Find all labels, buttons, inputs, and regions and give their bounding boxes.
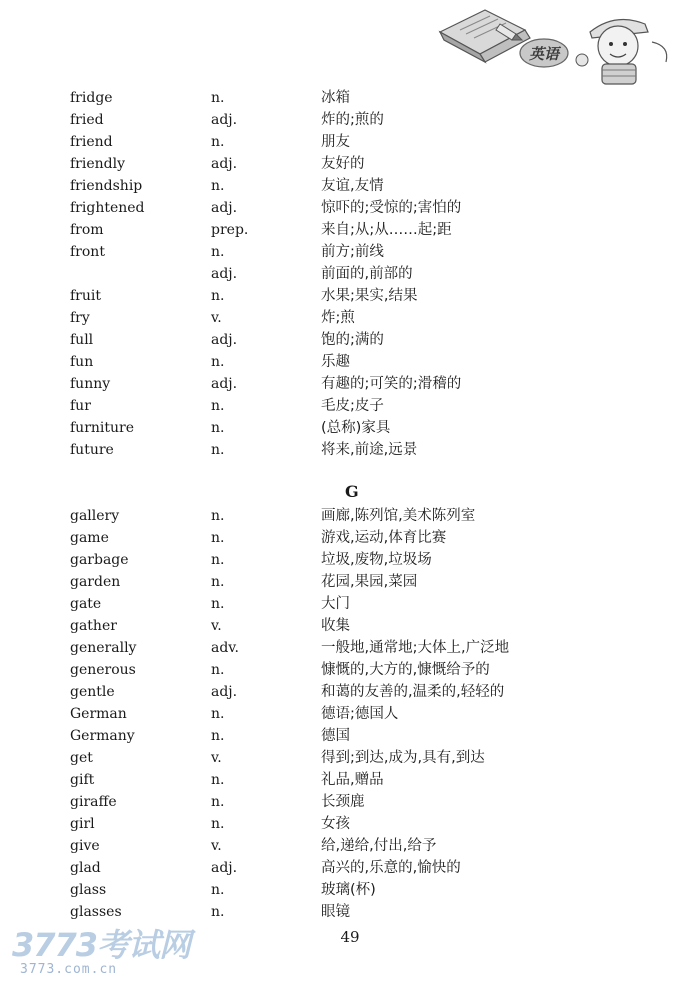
entry-word: fur (70, 398, 91, 414)
entry-meaning: 和蔼的友善的,温柔的,轻轻的 (321, 684, 505, 700)
entry-pos: v. (211, 838, 222, 854)
vocab-entry (70, 813, 630, 835)
entry-pos: n. (211, 508, 225, 524)
vocab-entry (70, 351, 630, 373)
entry-meaning: 冰箱 (321, 90, 350, 106)
vocab-entry (70, 241, 630, 263)
entry-pos: n. (211, 706, 225, 722)
entry-pos: n. (211, 442, 225, 458)
vocab-entry (70, 659, 630, 681)
entry-word: generally (70, 640, 137, 656)
entry-pos: n. (211, 772, 225, 788)
entry-word: generous (70, 662, 136, 678)
entry-pos: adj. (211, 200, 238, 216)
vocab-entry (70, 791, 630, 813)
entry-pos: n. (211, 244, 225, 260)
entry-word: giraffe (70, 794, 117, 810)
entry-meaning: 炸的;煎的 (321, 112, 384, 128)
vocab-entry (70, 593, 630, 615)
entry-pos: adj. (211, 112, 238, 128)
vocab-entry (70, 131, 630, 153)
entry-word: Germany (70, 728, 135, 744)
entry-meaning: 朋友 (321, 134, 350, 150)
entry-word: gentle (70, 684, 115, 700)
entry-word: glad (70, 860, 101, 876)
vocabulary-list (70, 87, 630, 923)
entry-meaning: 女孩 (321, 816, 350, 832)
entry-meaning: 德国 (321, 728, 350, 744)
entry-meaning: 礼品,赠品 (321, 772, 384, 788)
entry-word: furniture (70, 420, 135, 436)
vocab-entry (70, 373, 630, 395)
vocab-entry (70, 747, 630, 769)
vocab-entry (70, 329, 630, 351)
entry-meaning: 惊吓的;受惊的;害怕的 (321, 200, 462, 216)
entry-pos: adj. (211, 156, 238, 172)
header-illustration (430, 2, 695, 87)
entry-word: game (70, 530, 109, 546)
entry-pos: n. (211, 530, 225, 546)
vocab-entry (70, 835, 630, 857)
vocab-entry (70, 219, 630, 241)
entry-pos: v. (211, 310, 222, 326)
entry-meaning: 水果;果实,结果 (321, 288, 418, 304)
entry-meaning: 友好的 (321, 156, 365, 172)
entry-meaning: 玻璃(杯) (321, 882, 376, 898)
section-letter-heading (70, 461, 630, 505)
vocab-entry (70, 637, 630, 659)
entry-meaning: 慷慨的,大方的,慷慨给予的 (321, 662, 490, 678)
vocab-entry (70, 769, 630, 791)
entry-word: German (70, 706, 127, 722)
entry-word: gate (70, 596, 102, 612)
entry-meaning: 饱的;满的 (321, 332, 384, 348)
entry-pos: n. (211, 90, 225, 106)
vocab-entry (70, 153, 630, 175)
entry-meaning: 大门 (321, 596, 350, 612)
entry-pos: adj. (211, 266, 238, 282)
entry-pos: n. (211, 882, 225, 898)
entry-meaning: 收集 (321, 618, 350, 634)
entry-meaning: 前面的,前部的 (321, 266, 413, 282)
entry-pos: adj. (211, 684, 238, 700)
entry-meaning: 眼镜 (321, 904, 350, 920)
subject-badge (520, 39, 568, 67)
vocab-entry (70, 285, 630, 307)
entry-word: gather (70, 618, 117, 634)
entry-meaning: 有趣的;可笑的;滑稽的 (321, 376, 462, 392)
entry-meaning: 一般地,通常地;大体上,广泛地 (321, 640, 510, 656)
entry-meaning: (总称)家具 (321, 420, 391, 436)
vocab-entry (70, 527, 630, 549)
entry-word: full (70, 332, 94, 348)
vocab-entry (70, 879, 630, 901)
entry-pos: n. (211, 178, 225, 194)
vocab-entry (70, 615, 630, 637)
entry-pos: adj. (211, 332, 238, 348)
entry-pos: n. (211, 596, 225, 612)
svg-text:英语: 英语 (528, 45, 560, 63)
vocab-entry (70, 417, 630, 439)
entry-word: frightened (70, 200, 145, 216)
entry-meaning: 将来,前途,远景 (321, 442, 418, 458)
vocab-entry (70, 549, 630, 571)
entry-word: gallery (70, 508, 120, 524)
entry-word: girl (70, 816, 95, 832)
cartoon-kid-icon (576, 20, 667, 85)
entry-meaning: 毛皮;皮子 (321, 398, 384, 414)
entry-word: fry (70, 310, 90, 326)
entry-word: glasses (70, 904, 122, 920)
entry-pos: n. (211, 420, 225, 436)
entry-pos: prep. (211, 222, 249, 238)
vocab-entry (70, 395, 630, 417)
entry-meaning: 游戏,运动,体育比赛 (321, 530, 447, 546)
entry-pos: n. (211, 662, 225, 678)
vocab-entry (70, 307, 630, 329)
watermark-logo: 3773考试网 (12, 926, 191, 964)
vocab-entry (70, 109, 630, 131)
entry-word: friendship (70, 178, 143, 194)
entry-meaning: 高兴的,乐意的,愉快的 (321, 860, 461, 876)
entry-meaning: 德语;德国人 (321, 706, 399, 722)
watermark-url: 3773.com.cn (20, 962, 118, 977)
entry-word: friendly (70, 156, 126, 172)
entry-pos: n. (211, 794, 225, 810)
entry-word: gift (70, 772, 95, 788)
entry-word: fruit (70, 288, 101, 304)
vocab-entry (70, 175, 630, 197)
vocab-entry (70, 571, 630, 593)
entry-pos: n. (211, 816, 225, 832)
entry-pos: adv. (211, 640, 240, 656)
vocab-entry (70, 505, 630, 527)
entry-pos: n. (211, 288, 225, 304)
entry-pos: v. (211, 618, 222, 634)
entry-word: from (70, 222, 104, 238)
entry-word: fridge (70, 90, 113, 106)
entry-meaning: 前方;前线 (321, 244, 384, 260)
entry-word: future (70, 442, 114, 458)
vocab-entry (70, 857, 630, 879)
entry-word: fried (70, 112, 104, 128)
entry-meaning: 友谊,友情 (321, 178, 384, 194)
entry-meaning: 长颈鹿 (321, 794, 365, 810)
entry-word: garbage (70, 552, 129, 568)
entry-pos: n. (211, 398, 225, 414)
vocab-entry (70, 703, 630, 725)
entry-word: fun (70, 354, 94, 370)
section-letter: G (345, 482, 359, 501)
entry-meaning: 给,递给,付出,给予 (321, 838, 437, 854)
entry-meaning: 乐趣 (321, 354, 350, 370)
entry-pos: adj. (211, 860, 238, 876)
entry-pos: n. (211, 728, 225, 744)
vocab-entry (70, 725, 630, 747)
vocab-entry (70, 87, 630, 109)
entry-pos: v. (211, 750, 222, 766)
entry-word: funny (70, 376, 111, 392)
entry-pos: adj. (211, 376, 238, 392)
vocab-entry (70, 263, 630, 285)
entry-word: friend (70, 134, 113, 150)
entry-word: glass (70, 882, 107, 898)
vocab-entry (70, 681, 630, 703)
entry-meaning: 画廊,陈列馆,美术陈列室 (321, 508, 476, 524)
entry-meaning: 得到;到达,成为,具有,到达 (321, 750, 485, 766)
vocab-entry (70, 439, 630, 461)
entry-pos: n. (211, 574, 225, 590)
entry-meaning: 垃圾,废物,垃圾场 (321, 552, 432, 568)
entry-meaning: 炸;煎 (321, 310, 355, 326)
entry-word: front (70, 244, 105, 260)
entry-pos: n. (211, 354, 225, 370)
entry-word: get (70, 750, 93, 766)
entry-word: garden (70, 574, 121, 590)
entry-pos: n. (211, 904, 225, 920)
entry-meaning: 花园,果园,菜园 (321, 574, 418, 590)
entry-meaning: 来自;从;从……起;距 (321, 222, 452, 238)
vocab-entry (70, 197, 630, 219)
entry-pos: n. (211, 134, 225, 150)
entry-word: give (70, 838, 100, 854)
entry-pos: n. (211, 552, 225, 568)
page-number: 49 (340, 928, 360, 946)
